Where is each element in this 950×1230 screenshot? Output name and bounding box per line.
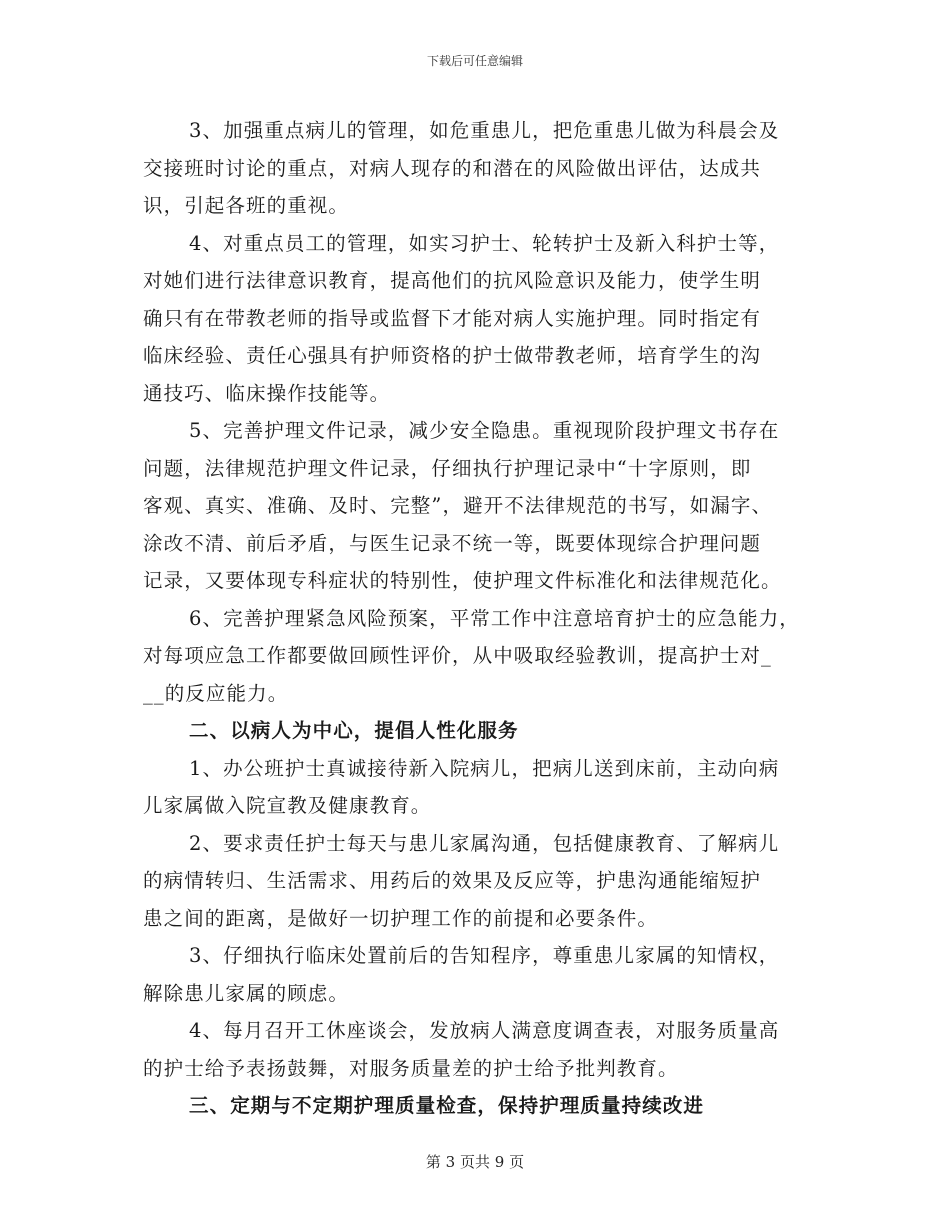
paragraph-line: 3、仔细执行临床处置前后的告知程序，尊重患儿家属的知情权， [189,944,780,967]
paragraph-line: 的病情转归、生活需求、用药后的效果及反应等，护患沟通能缩短护 [143,869,762,892]
paragraph-line: 6、完善护理紧急风险预案，平常工作中注意培育护士的应急能力， [189,606,800,630]
paragraph-line: 5、完善护理文件记录，减少安全隐患。重视现阶段护理文书存在 [189,419,780,442]
paragraph-line: 对她们进行法律意识教育，提高他们的抗风险意识及能力，使学生明 [143,269,762,292]
paragraph-line: 涂改不清、前后矛盾，与医生记录不统一等，既要体现综合护理问题 [143,531,762,555]
paragraph-line: 4、每月召开工休座谈会，发放病人满意度调查表，对服务质量高 [189,1019,780,1042]
paragraph-line: 识，引起各班的重视。 [143,194,350,217]
paragraph-line: 1、办公班护士真诚接待新入院病儿，把病儿送到床前，主动向病 [189,756,780,780]
paragraph-line: 4、对重点员工的管理，如实习护士、轮转护士及新入科护士等， [189,231,780,255]
page-header: 下载后可任意编辑 [426,54,523,68]
document-body [143,112,819,1125]
paragraph-line: 2、要求责任护士每天与患儿家属沟通，包括健康教育、了解病儿 [189,831,780,855]
section-heading: 三、定期与不定期护理质量检查，保持护理质量持续改进 [189,1094,705,1117]
paragraph-line: 患之间的距离，是做好一切护理工作的前提和必要条件。 [143,906,659,930]
paragraph-line: 记录，又要体现专科症状的特别性，使护理文件标准化和法律规范化。 [143,569,782,592]
paragraph-line: 通技巧、临床操作技能等。 [143,381,391,405]
paragraph-line: 交接班时讨论的重点，对病人现存的和潜在的风险做出评估，达成共 [143,156,762,180]
section-heading: 二、以病人为中心，提倡人性化服务 [189,719,519,742]
paragraph-line: 客观、真实、准确、及时、完整”，避开不法律规范的书写，如漏字、 [143,494,773,517]
paragraph-line: 3、加强重点病儿的管理，如危重患儿，把危重患儿做为科晨会及 [189,119,780,142]
paragraph-line: 问题，法律规范护理文件记录，仔细执行护理记录中“十字原则，即 [143,456,752,480]
paragraph-line: 儿家属做入院宣教及健康教育。 [143,794,432,817]
paragraph-line: __的反应能力。 [143,681,289,705]
page-footer: 第 3 页共 9 页 [425,1153,525,1171]
paragraph-line: 确只有在带教老师的指导或监督下才能对病人实施护理。同时指定有 [143,306,762,330]
paragraph-line: 的护士给予表扬鼓舞，对服务质量差的护士给予批判教育。 [143,1056,679,1080]
paragraph-line: 解除患儿家属的顾虑。 [143,981,350,1005]
paragraph-line: 临床经验、责任心强具有护师资格的护士做带教老师，培育学生的沟 [143,344,762,367]
paragraph-line: 对每项应急工作都要做回顾性评价，从中吸取经验教训，提高护士对_ [143,644,772,667]
